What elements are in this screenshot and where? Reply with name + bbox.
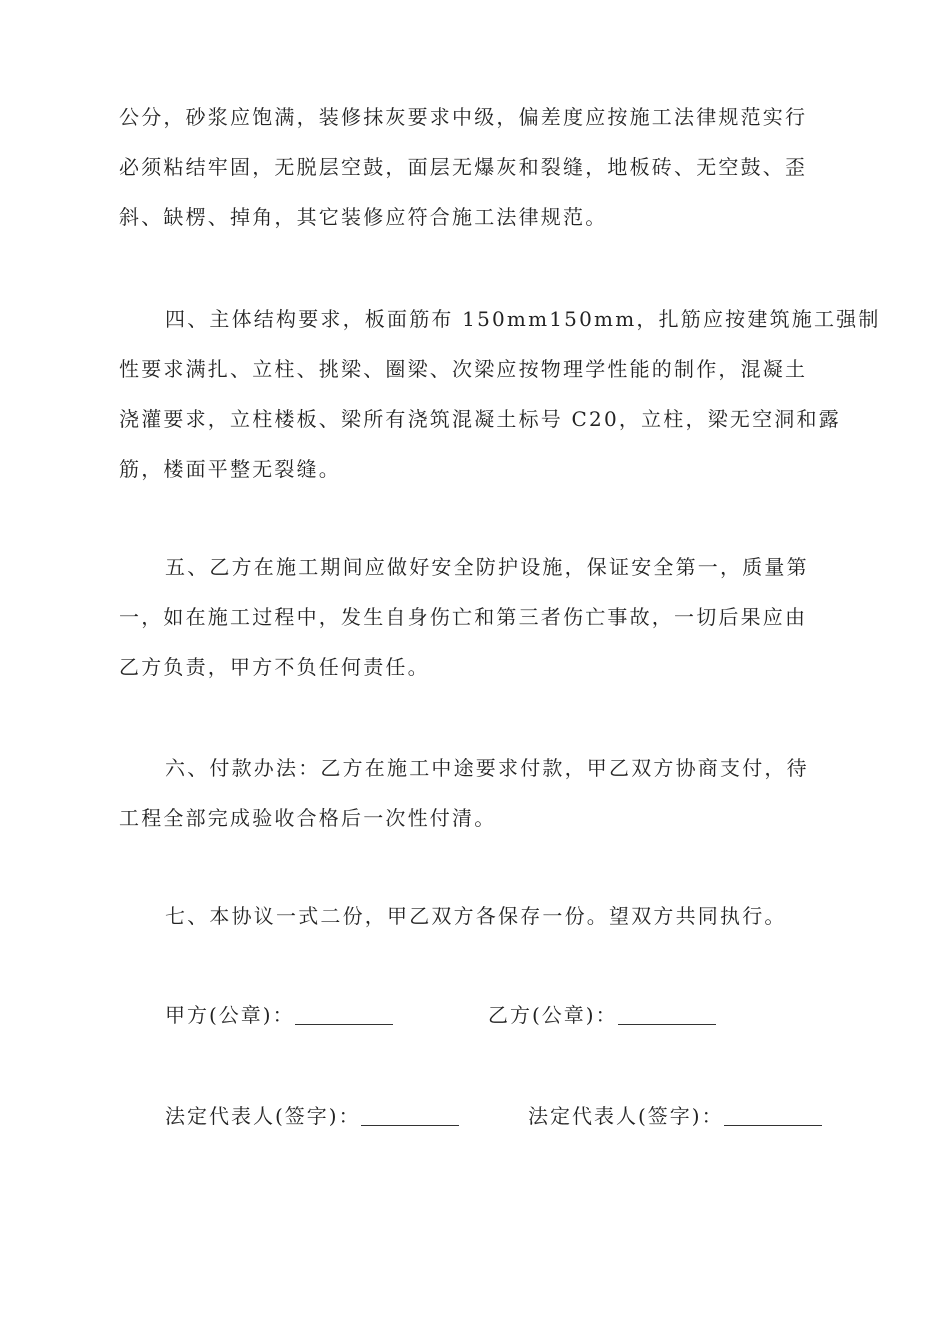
text-line: 一，如在施工过程中，发生自身伤亡和第三者伤亡事故，一切后果应由 — [119, 605, 808, 629]
paragraph-copies — [119, 891, 835, 941]
text-line: 浇灌要求，立柱楼板、梁所有浇筑混凝土标号 C20，立柱，梁无空洞和露 — [119, 407, 841, 431]
text-line: 必须粘结牢固，无脱层空鼓，面层无爆灰和裂缝，地板砖、无空鼓、歪 — [119, 155, 808, 179]
text-line: 七、本协议一式二份，甲乙双方各保存一份。望双方共同执行。 — [165, 904, 787, 928]
party-b-rep-blank[interactable] — [724, 1105, 822, 1126]
party-b-rep-label: 法定代表人(签字)： — [528, 1104, 724, 1128]
text-line: 工程全部完成验收合格后一次性付清。 — [119, 806, 497, 830]
text-line: 六、付款办法：乙方在施工中途要求付款，甲乙双方协商支付，待 — [165, 756, 809, 780]
party-a-representative — [165, 1101, 459, 1131]
party-a-rep-blank[interactable] — [361, 1105, 459, 1126]
paragraph-main-structure — [119, 294, 881, 494]
party-a-seal-blank[interactable] — [295, 1004, 393, 1025]
party-b-representative — [528, 1101, 822, 1131]
text-line: 乙方负责，甲方不负任何责任。 — [119, 655, 430, 679]
party-b-seal — [488, 1000, 716, 1030]
text-line: 筋，楼面平整无裂缝。 — [119, 457, 341, 481]
text-line: 五、乙方在施工期间应做好安全防护设施，保证安全第一，质量第 — [165, 555, 809, 579]
text-line: 斜、缺楞、掉角，其它装修应符合施工法律规范。 — [119, 205, 608, 229]
text-line: 四、主体结构要求，板面筋布 150mm150mm，扎筋应按建筑施工强制 — [165, 307, 881, 331]
text-line: 性要求满扎、立柱、挑梁、圈梁、次梁应按物理学性能的制作，混凝土 — [119, 357, 808, 381]
text-line: 公分，砂浆应饱满，装修抹灰要求中级，偏差度应按施工法律规范实行 — [119, 105, 808, 129]
party-b-seal-label: 乙方(公章)： — [488, 1003, 618, 1027]
party-a-seal — [165, 1000, 393, 1030]
paragraph-construction-quality — [119, 92, 835, 242]
party-a-rep-label: 法定代表人(签字)： — [165, 1104, 361, 1128]
paragraph-safety — [119, 542, 835, 692]
party-b-seal-blank[interactable] — [618, 1004, 716, 1025]
paragraph-payment — [119, 743, 835, 843]
party-a-seal-label: 甲方(公章)： — [165, 1003, 295, 1027]
